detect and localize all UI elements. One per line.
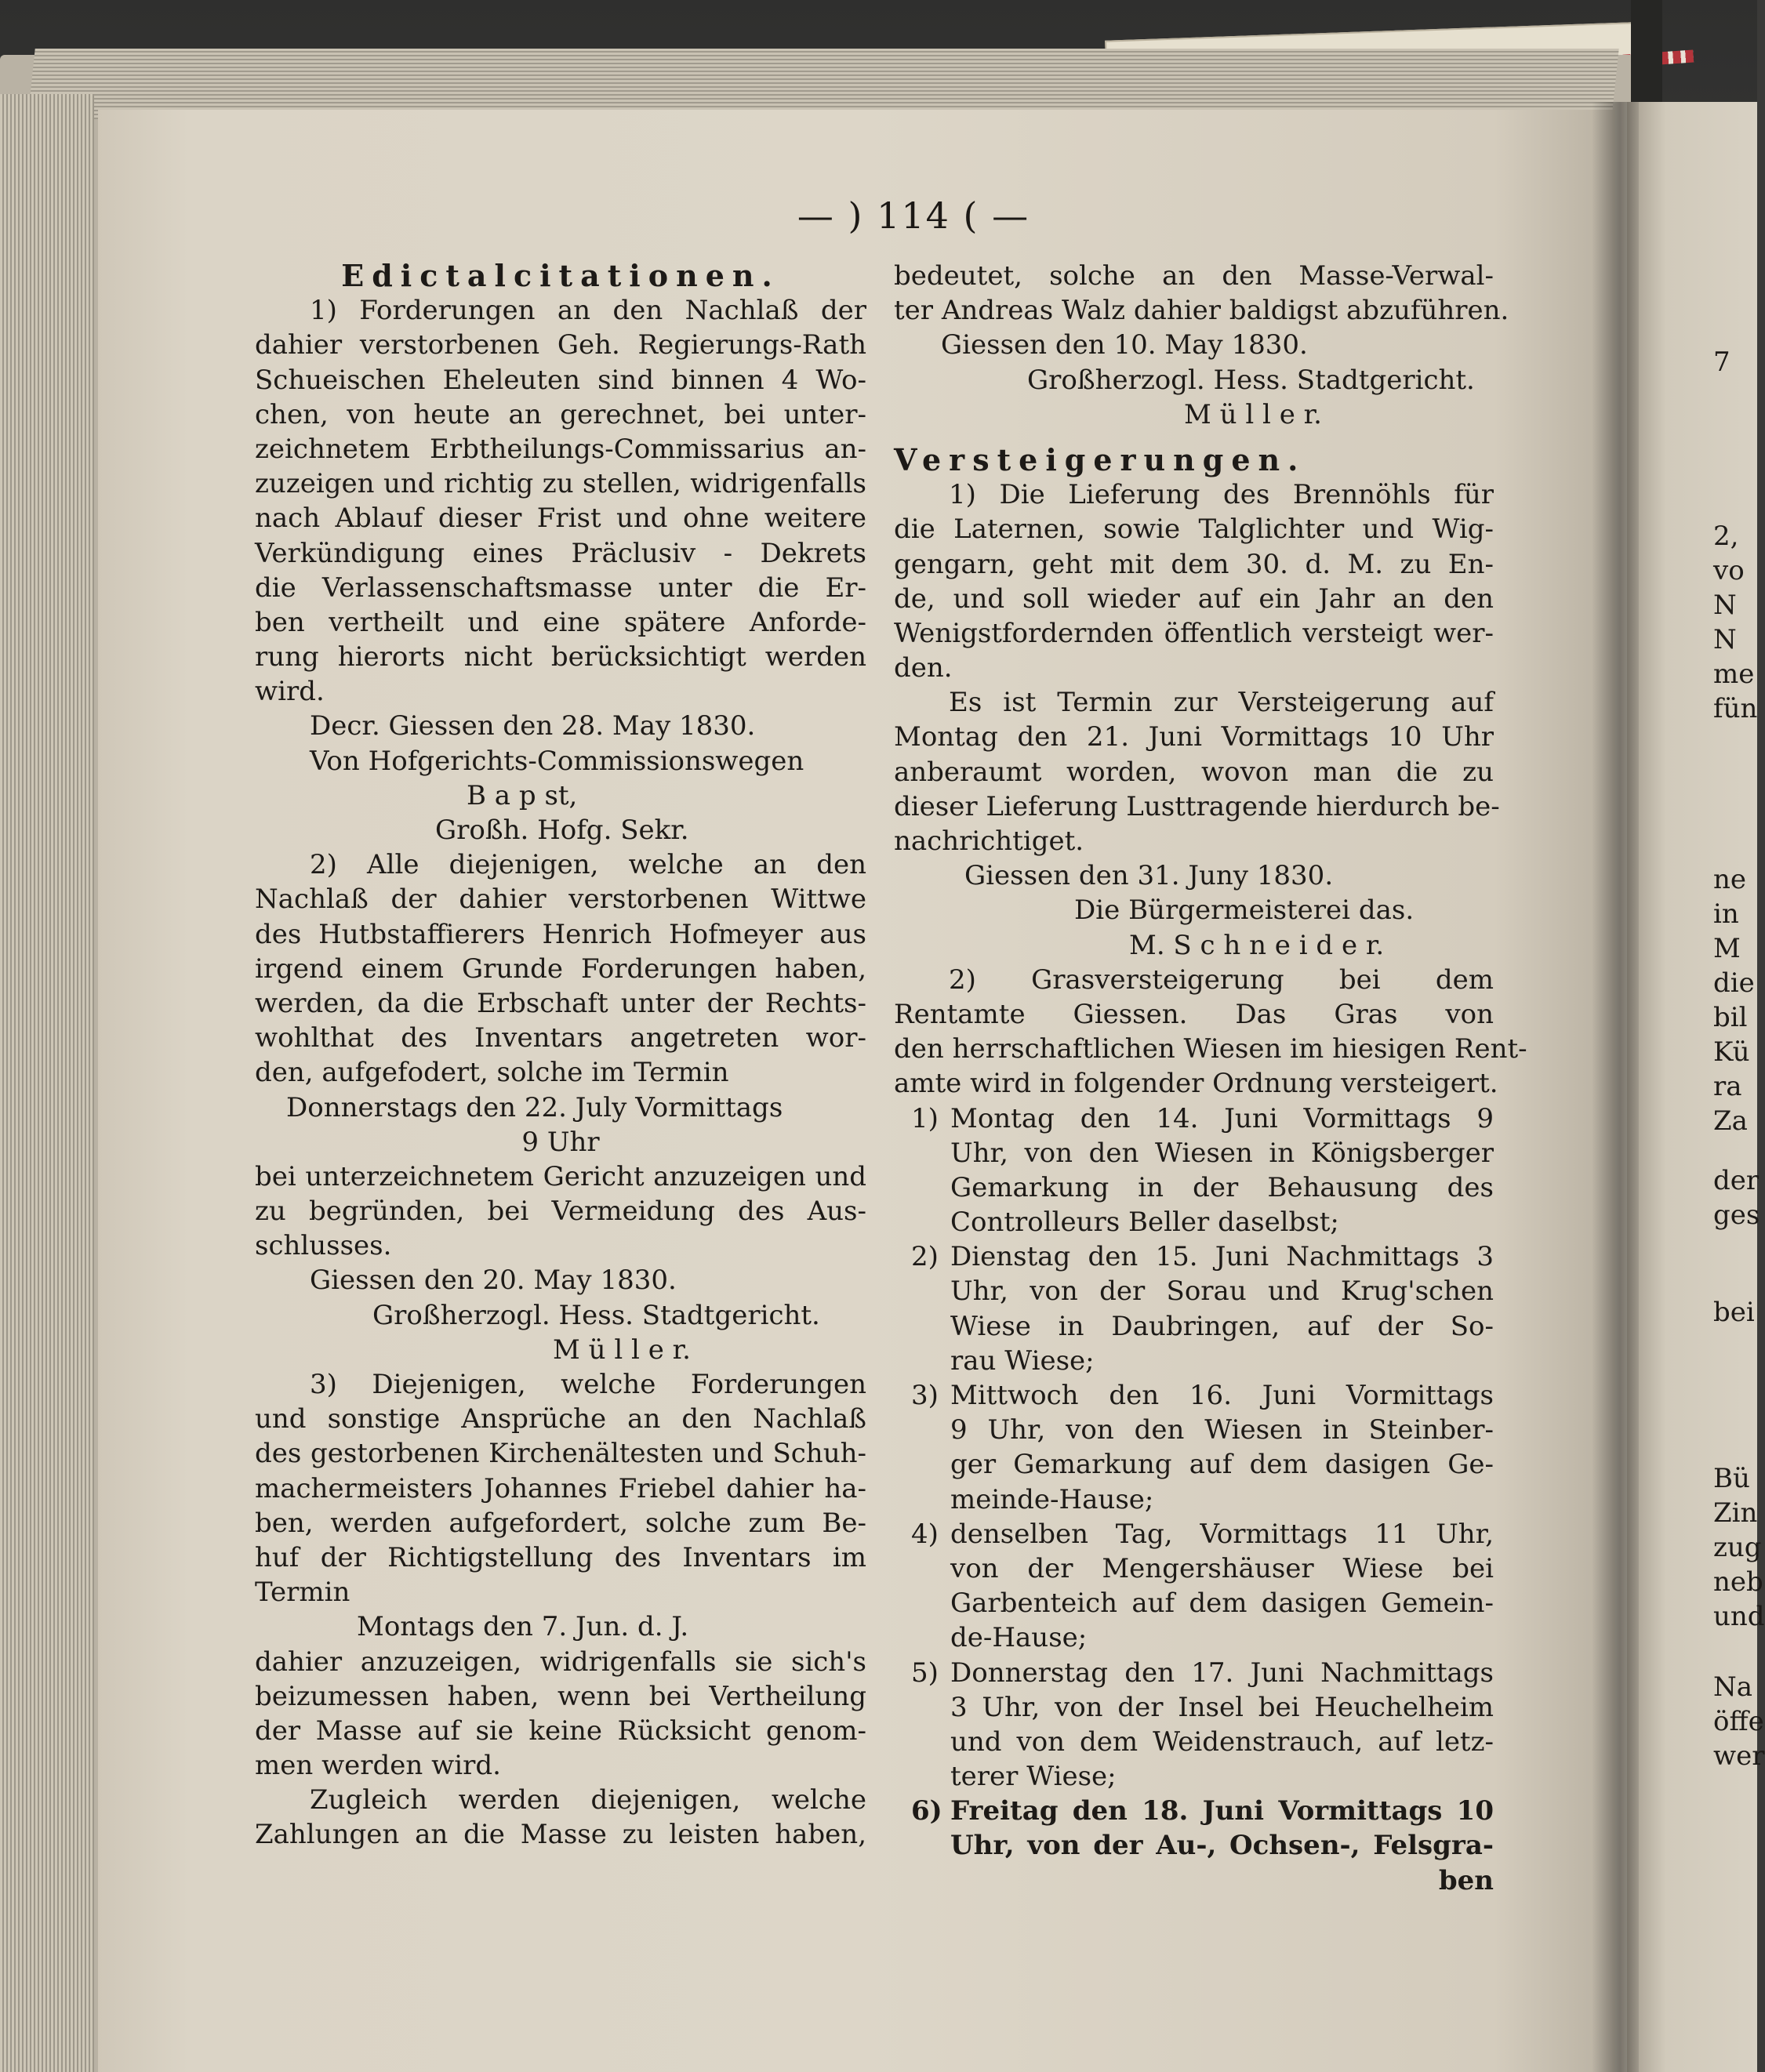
fragment-text: Zin: [1713, 1497, 1758, 1529]
date-line: Giessen den 31. Juny 1830.: [964, 860, 1334, 892]
text-line: wird.: [255, 676, 325, 708]
text-line: ben vertheilt und eine spätere Anforde-: [255, 606, 866, 638]
notice-1: [255, 293, 866, 847]
text-line: zu begründen, bei Vermeidung des Aus-: [255, 1196, 866, 1228]
gutter-shadow: [1592, 102, 1639, 2072]
text-line: rau Wiese;: [950, 1344, 1095, 1377]
signature-name: M ü l l e r.: [553, 1334, 691, 1366]
item-text: denselben Tag, Vormittags 11 Uhr,: [950, 1518, 1494, 1550]
termin-time: 9 Uhr: [521, 1126, 600, 1158]
fragment-text: zug: [1713, 1532, 1762, 1563]
text-line: Garbenteich auf dem dasigen Gemein-: [950, 1588, 1494, 1620]
fragment-text: wer: [1713, 1740, 1765, 1772]
text-line: des Hutbstaffierers Henrich Hofmeyer aus: [255, 918, 866, 950]
text-line: Montag den 21. Juni Vormittags 10 Uhr: [894, 721, 1494, 753]
text-line: ger Gemarkung auf dem dasigen Ge-: [950, 1449, 1494, 1481]
schedule-item: [894, 1517, 1494, 1656]
text-line: Wenigstfordernden öffentlich versteigt wer-: [894, 617, 1494, 649]
text-line: den.: [894, 652, 953, 684]
fragment-text: 2,: [1713, 521, 1739, 552]
page-number: — ) 114 ( —: [797, 194, 1030, 237]
text-line: irgend einem Grunde Forderungen haben,: [255, 953, 866, 985]
text-line: dahier anzuzeigen, widrigenfalls sie sich's: [255, 1646, 866, 1678]
section-heading: Versteigerungen.: [894, 441, 1306, 477]
schedule-item: [894, 1656, 1494, 1794]
text-line: von der Mengershäuser Wiese bei: [950, 1552, 1494, 1584]
text-line: Uhr, von der Au-, Ochsen-, Felsgra-: [950, 1830, 1494, 1862]
text-line: und von dem Weidenstrauch, auf letz-: [950, 1725, 1494, 1758]
text-line: meinde-Hause;: [950, 1483, 1154, 1515]
decree-line: Decr. Giessen den 28. May 1830.: [310, 710, 756, 742]
text-line: huf der Richtigstellung des Inventars im: [255, 1541, 866, 1573]
termin-line: Donnerstags den 22. July Vormittags: [286, 1091, 783, 1123]
auction-title: 2) Grasversteigerung bei dem: [949, 963, 1494, 996]
text-line: Nachlaß der dahier verstorbenen Wittwe: [255, 884, 866, 916]
text-line: Gemarkung in der Behausung des: [950, 1171, 1494, 1203]
item-number: 1): [911, 1102, 939, 1134]
text-line: Wiese in Daubringen, auf der So-: [950, 1310, 1494, 1342]
text-line: der Masse auf sie keine Rücksicht genom-: [255, 1715, 866, 1747]
fragment-text: N: [1713, 624, 1737, 655]
notice-3: [255, 1367, 866, 1852]
text-line: Schueischen Eheleuten sind binnen 4 Wo-: [255, 364, 866, 396]
page-edges-top: [27, 49, 1618, 119]
fragment-text: fün: [1713, 693, 1758, 724]
item-number: 6): [911, 1795, 942, 1827]
text-line: 1) Forderungen an den Nachlaß der: [310, 295, 866, 327]
auction-2: [894, 963, 1527, 1101]
text-line: [894, 1101, 1494, 1136]
termin-line: Montags den 7. Jun. d. J.: [357, 1611, 689, 1643]
item-number: 5): [911, 1657, 939, 1689]
text-line: Uhr, von der Sorau und Krug'schen: [950, 1275, 1494, 1308]
text-line: und sonstige Ansprüche an den Nachlaß: [255, 1403, 866, 1435]
text-line: machermeisters Johannes Friebel dahier ha-: [255, 1472, 866, 1504]
text-line: den herrschaftlichen Wiesen im hiesigen Rent-: [894, 1033, 1527, 1065]
text-line: 9 Uhr, von den Wiesen in Steinber-: [950, 1414, 1494, 1446]
item-text: Montag den 14. Juni Vormittags 9: [950, 1102, 1494, 1134]
text-line: [894, 1794, 1494, 1828]
signature-title: Großh. Hofg. Sekr.: [435, 815, 689, 846]
date-line: Giessen den 20. May 1830.: [310, 1265, 677, 1297]
item-text: Freitag den 18. Juni Vormittags 10: [950, 1795, 1494, 1827]
item-text: Mittwoch den 16. Juni Vormittags: [950, 1380, 1494, 1411]
text-line: men werden wird.: [255, 1750, 501, 1782]
right-column: [894, 259, 1527, 1898]
fragment-text: ne: [1713, 864, 1747, 895]
text-line: Termin: [255, 1577, 350, 1609]
text-line: 3 Uhr, von der Insel bei Heuchelheim: [950, 1691, 1494, 1723]
text-line: die Laternen, sowie Talglichter und Wig-: [894, 513, 1494, 546]
text-line: rung hierorts nicht berücksichtigt werden: [255, 641, 866, 673]
fragment-text: Na: [1713, 1671, 1753, 1703]
text-line: 2) Alle diejenigen, welche an den: [310, 849, 866, 881]
fragment-text: bil: [1713, 1002, 1748, 1033]
text-line: nach Ablauf dieser Frist und ohne weitere: [255, 503, 866, 535]
text-line: amte wird in folgender Ordnung versteigert.: [894, 1068, 1498, 1100]
text-line: dahier verstorbenen Geh. Regierungs-Rath: [255, 329, 866, 361]
text-line: beizumessen haben, wenn bei Vertheilung: [255, 1680, 866, 1712]
text-line: des gestorbenen Kirchenältesten und Schuh-: [255, 1438, 866, 1470]
signature-name: M ü l l e r.: [1184, 398, 1322, 430]
court-line: Großherzogl. Hess. Stadtgericht.: [372, 1299, 820, 1331]
fragment-text: und: [1713, 1601, 1765, 1632]
left-column: [255, 259, 866, 1852]
catchword: ben: [1438, 1864, 1494, 1896]
text-line: Zahlungen an die Masse zu leisten haben,: [255, 1819, 866, 1851]
text-line: Rentamte Giessen. Das Gras von: [894, 998, 1494, 1030]
auction-1: [894, 477, 1500, 963]
text-line: Controlleurs Beller daselbst;: [950, 1207, 1339, 1239]
item-number: 2): [911, 1241, 939, 1273]
text-line: zuzeigen und richtig zu stellen, widrigenfalls: [255, 468, 866, 500]
text-line: de-Hause;: [950, 1622, 1088, 1654]
schedule-item: [894, 1794, 1494, 1863]
item-text: Dienstag den 15. Juni Nachmittags 3: [950, 1241, 1494, 1273]
fragment-text: N: [1713, 590, 1737, 621]
fragment-text: die: [1713, 967, 1755, 999]
fragment-text: me: [1713, 659, 1755, 690]
text-line: Uhr, von den Wiesen in Königsberger: [950, 1137, 1494, 1169]
text-line: [894, 1656, 1494, 1690]
text-line: dieser Lieferung Lusttragende hierdurch be-: [894, 790, 1500, 822]
text-line: wohlthat des Inventars angetreten wor-: [255, 1022, 866, 1054]
schedule-item: [894, 1101, 1494, 1240]
fragment-text: Za: [1713, 1105, 1748, 1137]
fragment-text: neb: [1713, 1566, 1763, 1598]
fragment-text: in: [1713, 898, 1739, 930]
text-line: [894, 1517, 1494, 1551]
section-heading: Edictalcitationen.: [341, 258, 780, 293]
text-line: bei unterzeichnetem Gericht anzuzeigen und: [255, 1160, 866, 1192]
text-line: terer Wiese;: [950, 1761, 1117, 1793]
court-line: Großherzogl. Hess. Stadtgericht.: [1027, 364, 1475, 396]
item-text: Donnerstag den 17. Juni Nachmittags: [950, 1657, 1494, 1689]
text-line: chen, von heute an gerechnet, bei unter-: [255, 398, 866, 430]
date-line: Giessen den 10. May 1830.: [941, 329, 1308, 361]
text-line: schlusses.: [255, 1230, 392, 1262]
fragment-text: vo: [1713, 555, 1745, 586]
item-number: 4): [911, 1518, 939, 1550]
text-line: 3) Diejenigen, welche Forderungen: [310, 1369, 866, 1400]
auction-schedule: [894, 1101, 1494, 1898]
fragment-text: bei: [1713, 1297, 1755, 1328]
text-line: gengarn, geht mit dem 30. d. M. zu En-: [894, 548, 1494, 580]
office-line: Die Bürgermeisterei das.: [1074, 894, 1415, 927]
fragment-text: der: [1713, 1165, 1760, 1196]
text-line: nachrichtiget.: [894, 826, 1084, 857]
page-edges-left: [0, 94, 94, 2072]
fragment-text: Kü: [1713, 1036, 1750, 1068]
text-line: [894, 1239, 1494, 1274]
text-line: Es ist Termin zur Versteigerung auf: [949, 687, 1494, 719]
text-line: die Verlassenschaftsmasse unter die Er-: [255, 572, 866, 604]
fragment-text: öffe: [1713, 1706, 1764, 1737]
text-line: anberaumt worden, wovon man die zu: [894, 756, 1494, 788]
fragment-text: ges: [1713, 1199, 1760, 1231]
fragment-text: Bü: [1713, 1463, 1750, 1494]
signature-name: M. S c h n e i d e r.: [1129, 929, 1385, 961]
authority-line: Von Hofgerichts-Commissionswegen: [310, 745, 804, 777]
signature-name: B a p st,: [467, 779, 578, 811]
text-line: bedeutet, solche an den Masse-Verwal-: [894, 260, 1494, 292]
text-line: 1) Die Lieferung des Brennöhls für: [949, 479, 1494, 511]
text-line: [894, 1378, 1494, 1413]
fragment-text: ra: [1713, 1071, 1742, 1102]
fragment-text: M: [1713, 933, 1741, 964]
text-line: Verkündigung eines Präclusiv - Dekrets: [255, 537, 866, 569]
text-line: ter Andreas Walz dahier baldigst abzuführen.: [894, 295, 1509, 327]
text-line: den, aufgefodert, solche im Termin: [255, 1057, 729, 1089]
notice-2: [255, 847, 866, 1367]
item-number: 3): [911, 1380, 939, 1411]
text-line: de, und soll wieder auf ein Jahr an den: [894, 582, 1494, 615]
schedule-item: [894, 1378, 1494, 1517]
schedule-item: [894, 1239, 1494, 1378]
text-line: ben, werden aufgefordert, solche zum Be-: [255, 1507, 866, 1539]
fragment-text: 7: [1713, 347, 1730, 378]
text-line: werden, da die Erbschaft unter der Rechts-: [255, 987, 866, 1019]
text-line: Zugleich werden diejenigen, welche: [310, 1784, 866, 1816]
text-line: zeichnetem Erbtheilungs-Commissarius an-: [255, 433, 866, 465]
